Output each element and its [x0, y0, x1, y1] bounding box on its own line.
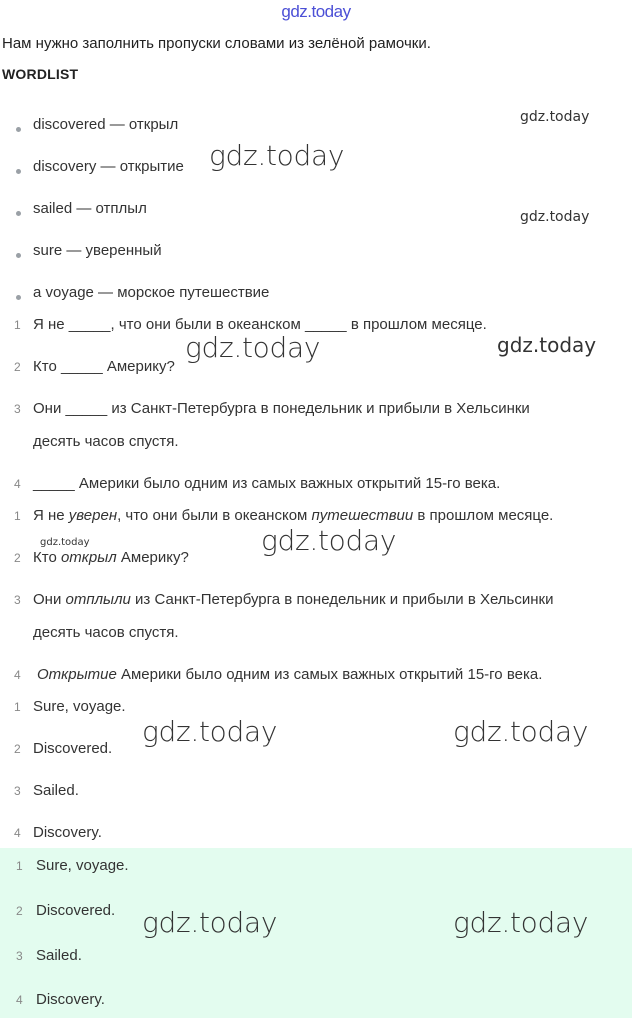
exercise-line: Они _____ из Санкт-Петербурга в понедельник и прибыли в Хельсинки: [33, 400, 530, 417]
answer-item: Sailed.: [33, 782, 79, 799]
watermark-text: gdz.today: [453, 715, 589, 748]
watermark-text: gdz.today: [40, 537, 90, 548]
item-number: 1: [14, 700, 21, 714]
answer-line: Кто открыл Америку?: [33, 549, 189, 566]
bullet-icon: [16, 295, 21, 300]
exercise-line: _____ Америки было одним из самых важных открытий 15-го века.: [33, 475, 501, 492]
wordlist-item: sailed — отплыл: [33, 200, 147, 217]
watermark-text: gdz.today: [453, 906, 589, 939]
item-number: 4: [14, 826, 21, 840]
wordlist-item: discovery — открытие: [33, 158, 184, 175]
bullet-icon: [16, 127, 21, 132]
wordlist-item: discovered — открыл: [33, 116, 179, 133]
item-number: 1: [16, 859, 23, 873]
answer-line: Открытие Америки было одним из самых важных открытий 15-го века.: [37, 666, 543, 683]
watermark-text: gdz.today: [497, 333, 597, 357]
task-intro: Нам нужно заполнить пропуски словами из зелёной рамочки.: [2, 35, 431, 52]
final-answer-item: Discovery.: [36, 991, 105, 1008]
bullet-icon: [16, 169, 21, 174]
final-answer-item: Sailed.: [36, 947, 82, 964]
item-number: 2: [16, 904, 23, 918]
watermark-text: gdz.today: [185, 331, 321, 364]
exercise-line-continuation: десять часов спустя.: [33, 433, 179, 450]
watermark-text: gdz.today: [209, 139, 345, 172]
item-number: 1: [14, 509, 21, 523]
item-number: 1: [14, 318, 21, 332]
bullet-icon: [16, 253, 21, 258]
answer-line: Я не уверен, что они были в океанском путешествии в прошлом месяце.: [33, 507, 554, 524]
wordlist-item: a voyage — морское путешествие: [33, 284, 270, 301]
item-number: 4: [14, 668, 21, 682]
answer-line: Они отплыли из Санкт-Петербурга в понедельник и прибыли в Хельсинки: [33, 591, 554, 608]
wordlist-item: sure — уверенный: [33, 242, 162, 259]
watermark-text: gdz.today: [261, 524, 397, 557]
item-number: 2: [14, 742, 21, 756]
exercise-line: Кто _____ Америку?: [33, 358, 175, 375]
watermark-text: gdz.today: [520, 109, 590, 125]
item-number: 3: [16, 949, 23, 963]
answer-item: Discovery.: [33, 824, 102, 841]
item-number: 3: [14, 593, 21, 607]
top-watermark-logo: gdz.today: [281, 2, 351, 21]
answer-line-continuation: десять часов спустя.: [33, 624, 179, 641]
answer-item: Discovered.: [33, 740, 113, 757]
wordlist-title: WORDLIST: [2, 66, 79, 82]
item-number: 2: [14, 551, 21, 565]
watermark-text: gdz.today: [520, 209, 590, 225]
final-answer-item: Discovered.: [36, 902, 116, 919]
watermark-text: gdz.today: [142, 715, 278, 748]
bullet-icon: [16, 211, 21, 216]
item-number: 3: [14, 784, 21, 798]
item-number: 4: [16, 993, 23, 1007]
item-number: 3: [14, 402, 21, 416]
item-number: 2: [14, 360, 21, 374]
watermark-text: gdz.today: [142, 906, 278, 939]
item-number: 4: [14, 477, 21, 491]
answer-item: Sure, voyage.: [33, 698, 126, 715]
exercise-line: Я не _____, что они были в океанском _____ в прошлом месяце.: [33, 316, 487, 333]
final-answer-item: Sure, voyage.: [36, 857, 129, 874]
